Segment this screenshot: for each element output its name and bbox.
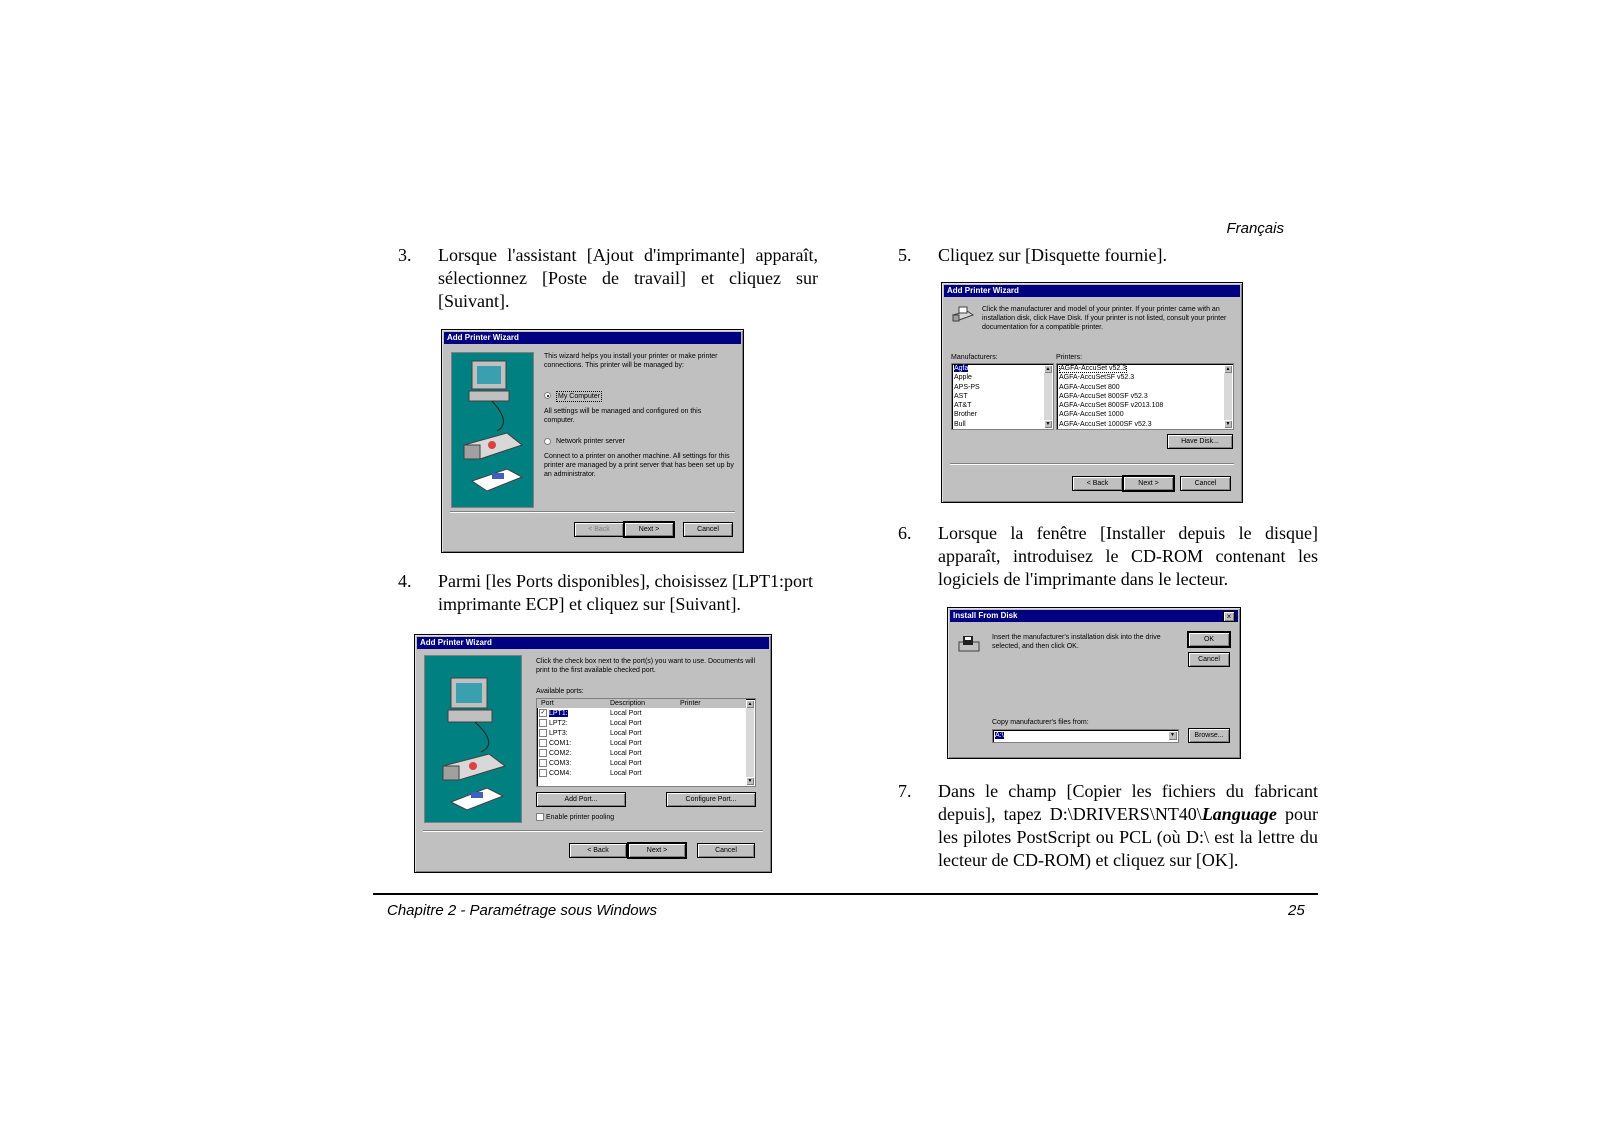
- step-4: [398, 570, 818, 620]
- ok-button[interactable]: OK: [1188, 632, 1230, 647]
- printer-item[interactable]: AGFA-AccuSet 800SF v2013.108: [1059, 402, 1164, 410]
- chevron-down-icon[interactable]: ▼: [1168, 731, 1177, 740]
- printer-item[interactable]: AGFA-AccuSet 800SF v52.3: [1059, 392, 1148, 400]
- printer-item[interactable]: AGFA-AccuSet 800: [1059, 383, 1120, 391]
- wizard-image: [451, 352, 534, 508]
- ports-list-header: [537, 699, 746, 708]
- language-label: Français: [1226, 220, 1284, 237]
- port-checkbox[interactable]: [539, 739, 547, 747]
- step-text: Lorsque l'assistant [Ajout d'imprimante] apparaît, sélectionnez [Poste de travail] et cliquez sur [Suivant].: [438, 245, 818, 311]
- manufacturer-item[interactable]: Brother: [954, 411, 977, 419]
- step-number: 4.: [398, 571, 412, 591]
- step-number: 6.: [898, 523, 912, 543]
- port-checkbox[interactable]: [539, 769, 547, 777]
- step-text: Dans le champ [Copier les fichiers du fabricant depuis], tapez D:\DRIVERS\NT40\Language pour les pilotes PostScript ou PCL (où D:\ est la lettre du lecteur de CD-ROM) et cliquez sur [OK].: [938, 781, 1318, 870]
- printer-computer-icon: [452, 353, 533, 507]
- port-name: LPT2:: [549, 720, 568, 727]
- manufacturer-item[interactable]: Agfa: [954, 365, 969, 372]
- port-name: LPT3:: [549, 730, 568, 737]
- step-number: 5.: [898, 245, 912, 265]
- printer-item[interactable]: AGFA-AccuSet 1000SF v52.3: [1059, 420, 1152, 428]
- back-button[interactable]: < Back: [569, 843, 627, 858]
- separator: [423, 830, 763, 832]
- next-button[interactable]: Next >: [628, 843, 686, 858]
- next-button[interactable]: Next >: [624, 522, 674, 537]
- printer-item[interactable]: AGFA-AccuSet 1000: [1059, 411, 1124, 419]
- port-name: COM1:: [549, 740, 572, 747]
- port-name: COM2:: [549, 750, 572, 757]
- printer-icon: [951, 305, 975, 327]
- scrollbar[interactable]: [1224, 365, 1232, 428]
- model-intro: Click the manufacturer and model of your printer. If your printer came with an installation disk, click Have Disk. If your printer is not listed, consult your printer documentation for a compatible printer.: [982, 306, 1227, 331]
- port-row[interactable]: [537, 719, 746, 729]
- port-description: Local Port: [610, 760, 642, 767]
- footer-rule: [373, 893, 1318, 895]
- wizard-image: [424, 655, 522, 823]
- step-3: [398, 244, 818, 314]
- my-computer-desc: All settings will be managed and configured on this computer.: [544, 408, 702, 424]
- scroll-up-icon[interactable]: ▲: [1045, 366, 1051, 372]
- port-name: LPT1:: [549, 710, 568, 717]
- printer-pooling-option[interactable]: [536, 813, 614, 822]
- dialog-title: Add Printer Wizard: [444, 332, 741, 344]
- manufacturer-item[interactable]: Bull: [954, 420, 966, 428]
- dialog-title: Add Printer Wizard: [417, 637, 769, 649]
- manufacturer-item[interactable]: AST: [954, 392, 968, 400]
- port-description: Local Port: [610, 750, 642, 757]
- ports-rows: [537, 709, 746, 779]
- step-number: 7.: [898, 781, 912, 801]
- port-description: Local Port: [610, 710, 642, 717]
- port-checkbox[interactable]: [539, 719, 547, 727]
- port-description: Local Port: [610, 730, 642, 737]
- step-text: Cliquez sur [Disquette fournie].: [938, 245, 1167, 265]
- column-port[interactable]: Port: [541, 700, 554, 707]
- copy-from-label: Copy manufacturer's files from:: [992, 719, 1089, 726]
- column-printer[interactable]: Printer: [680, 700, 701, 707]
- separator: [450, 511, 735, 513]
- port-row[interactable]: [537, 759, 746, 769]
- ports-intro: Click the check box next to the port(s) you want to use. Documents will print to the first available checked port.: [536, 658, 756, 674]
- printer-computer-icon: [425, 656, 521, 822]
- back-button[interactable]: < Back: [1072, 476, 1123, 491]
- scrollbar[interactable]: [746, 700, 754, 785]
- page-number: 25: [1288, 902, 1305, 919]
- manufacturers-label: Manufacturers:: [951, 354, 998, 361]
- port-description: Local Port: [610, 720, 642, 727]
- port-name: COM4:: [549, 770, 572, 777]
- step-7: [898, 780, 1318, 875]
- manufacturer-item[interactable]: Apple: [954, 374, 972, 382]
- column-description[interactable]: Description: [610, 700, 646, 707]
- install-from-disk-dialog: [947, 607, 1241, 759]
- port-row[interactable]: [537, 769, 746, 779]
- step-text: Parmi [les Ports disponibles], choisissez [LPT1:port imprimante ECP] et cliquez sur [Suivant].: [438, 571, 813, 614]
- ports-list[interactable]: [536, 698, 756, 787]
- have-disk-button[interactable]: Have Disk...: [1167, 434, 1233, 449]
- manufacturer-item[interactable]: AT&T: [954, 402, 972, 410]
- pooling-label: Enable printer pooling: [546, 814, 615, 821]
- printer-item[interactable]: AGFA-AccuSetSF v52.3: [1059, 374, 1135, 382]
- manufacturer-item[interactable]: APS-PS: [954, 383, 980, 391]
- scroll-up-icon[interactable]: ▲: [1225, 366, 1231, 372]
- scrollbar[interactable]: [1044, 365, 1052, 428]
- dialog-title: Add Printer Wizard: [944, 285, 1240, 297]
- footer-chapter: Chapitre 2 - Paramétrage sous Windows: [387, 902, 657, 919]
- cancel-button[interactable]: Cancel: [697, 843, 755, 858]
- add-printer-wizard-ports-dialog: [414, 634, 772, 873]
- port-checkbox[interactable]: ✓: [540, 710, 546, 717]
- disk-drive-icon: [957, 634, 981, 654]
- port-description: Local Port: [610, 740, 642, 747]
- copy-from-combobox[interactable]: [992, 729, 1179, 743]
- scroll-up-icon[interactable]: ▲: [747, 701, 753, 707]
- step-number: 3.: [398, 245, 412, 265]
- port-row[interactable]: [537, 739, 746, 749]
- manufacturers-list[interactable]: [951, 363, 1054, 430]
- scroll-down-icon[interactable]: ▼: [747, 778, 753, 784]
- printers-label: Printers:: [1056, 354, 1083, 361]
- add-port-button[interactable]: Add Port...: [536, 792, 626, 807]
- port-description: Local Port: [610, 770, 642, 777]
- port-checkbox[interactable]: [539, 759, 547, 767]
- close-icon[interactable]: ×: [1223, 611, 1235, 622]
- scroll-down-icon[interactable]: ▼: [1045, 421, 1051, 427]
- step-6: [898, 522, 1318, 594]
- cancel-button[interactable]: Cancel: [683, 522, 733, 537]
- insert-disk-message: Insert the manufacturer's installation disk into the drive selected, and then click OK.: [992, 634, 1161, 650]
- path-value[interactable]: A:\: [995, 732, 1004, 739]
- add-printer-wizard-dialog: [441, 329, 744, 553]
- available-ports-label: Available ports:: [536, 688, 584, 695]
- port-row[interactable]: [537, 729, 746, 739]
- scroll-down-icon[interactable]: ▼: [1225, 421, 1231, 427]
- printer-item[interactable]: AGFA-AccuSet v52.3: [1060, 365, 1127, 372]
- configure-port-button[interactable]: Configure Port...: [666, 792, 756, 807]
- next-button[interactable]: Next >: [1123, 476, 1174, 491]
- pooling-checkbox[interactable]: [536, 813, 544, 821]
- separator: [950, 463, 1234, 465]
- port-checkbox[interactable]: [539, 729, 547, 737]
- port-name: COM3:: [549, 760, 572, 767]
- network-printer-desc: Connect to a printer on another machine. All settings for this printer are managed by a print server that has been set up by an administrator.: [544, 453, 734, 478]
- printers-list[interactable]: [1056, 363, 1234, 430]
- network-printer-label[interactable]: Network printer server: [556, 438, 625, 445]
- cancel-button[interactable]: Cancel: [1180, 476, 1231, 491]
- step-text: Lorsque la fenêtre [Installer depuis le disque] apparaît, introduisez le CD-ROM contenant les logiciels de l'imprimante dans le lecteur.: [938, 523, 1318, 589]
- port-row[interactable]: [537, 709, 746, 719]
- my-computer-radio[interactable]: [544, 392, 551, 399]
- add-printer-wizard-model-dialog: [941, 282, 1243, 503]
- browse-button[interactable]: Browse...: [1188, 728, 1230, 743]
- my-computer-label[interactable]: My Computer: [558, 393, 601, 400]
- back-button[interactable]: < Back: [574, 522, 624, 537]
- dialog-title: Install From Disk: [950, 610, 1238, 622]
- port-checkbox[interactable]: [539, 749, 547, 757]
- cancel-button[interactable]: Cancel: [1188, 652, 1230, 667]
- port-row[interactable]: [537, 749, 746, 759]
- wizard-intro: This wizard helps you install your printer or make printer connections. This printer will be managed by:: [544, 353, 718, 369]
- step-5: [898, 244, 1318, 269]
- network-printer-radio[interactable]: [544, 438, 551, 445]
